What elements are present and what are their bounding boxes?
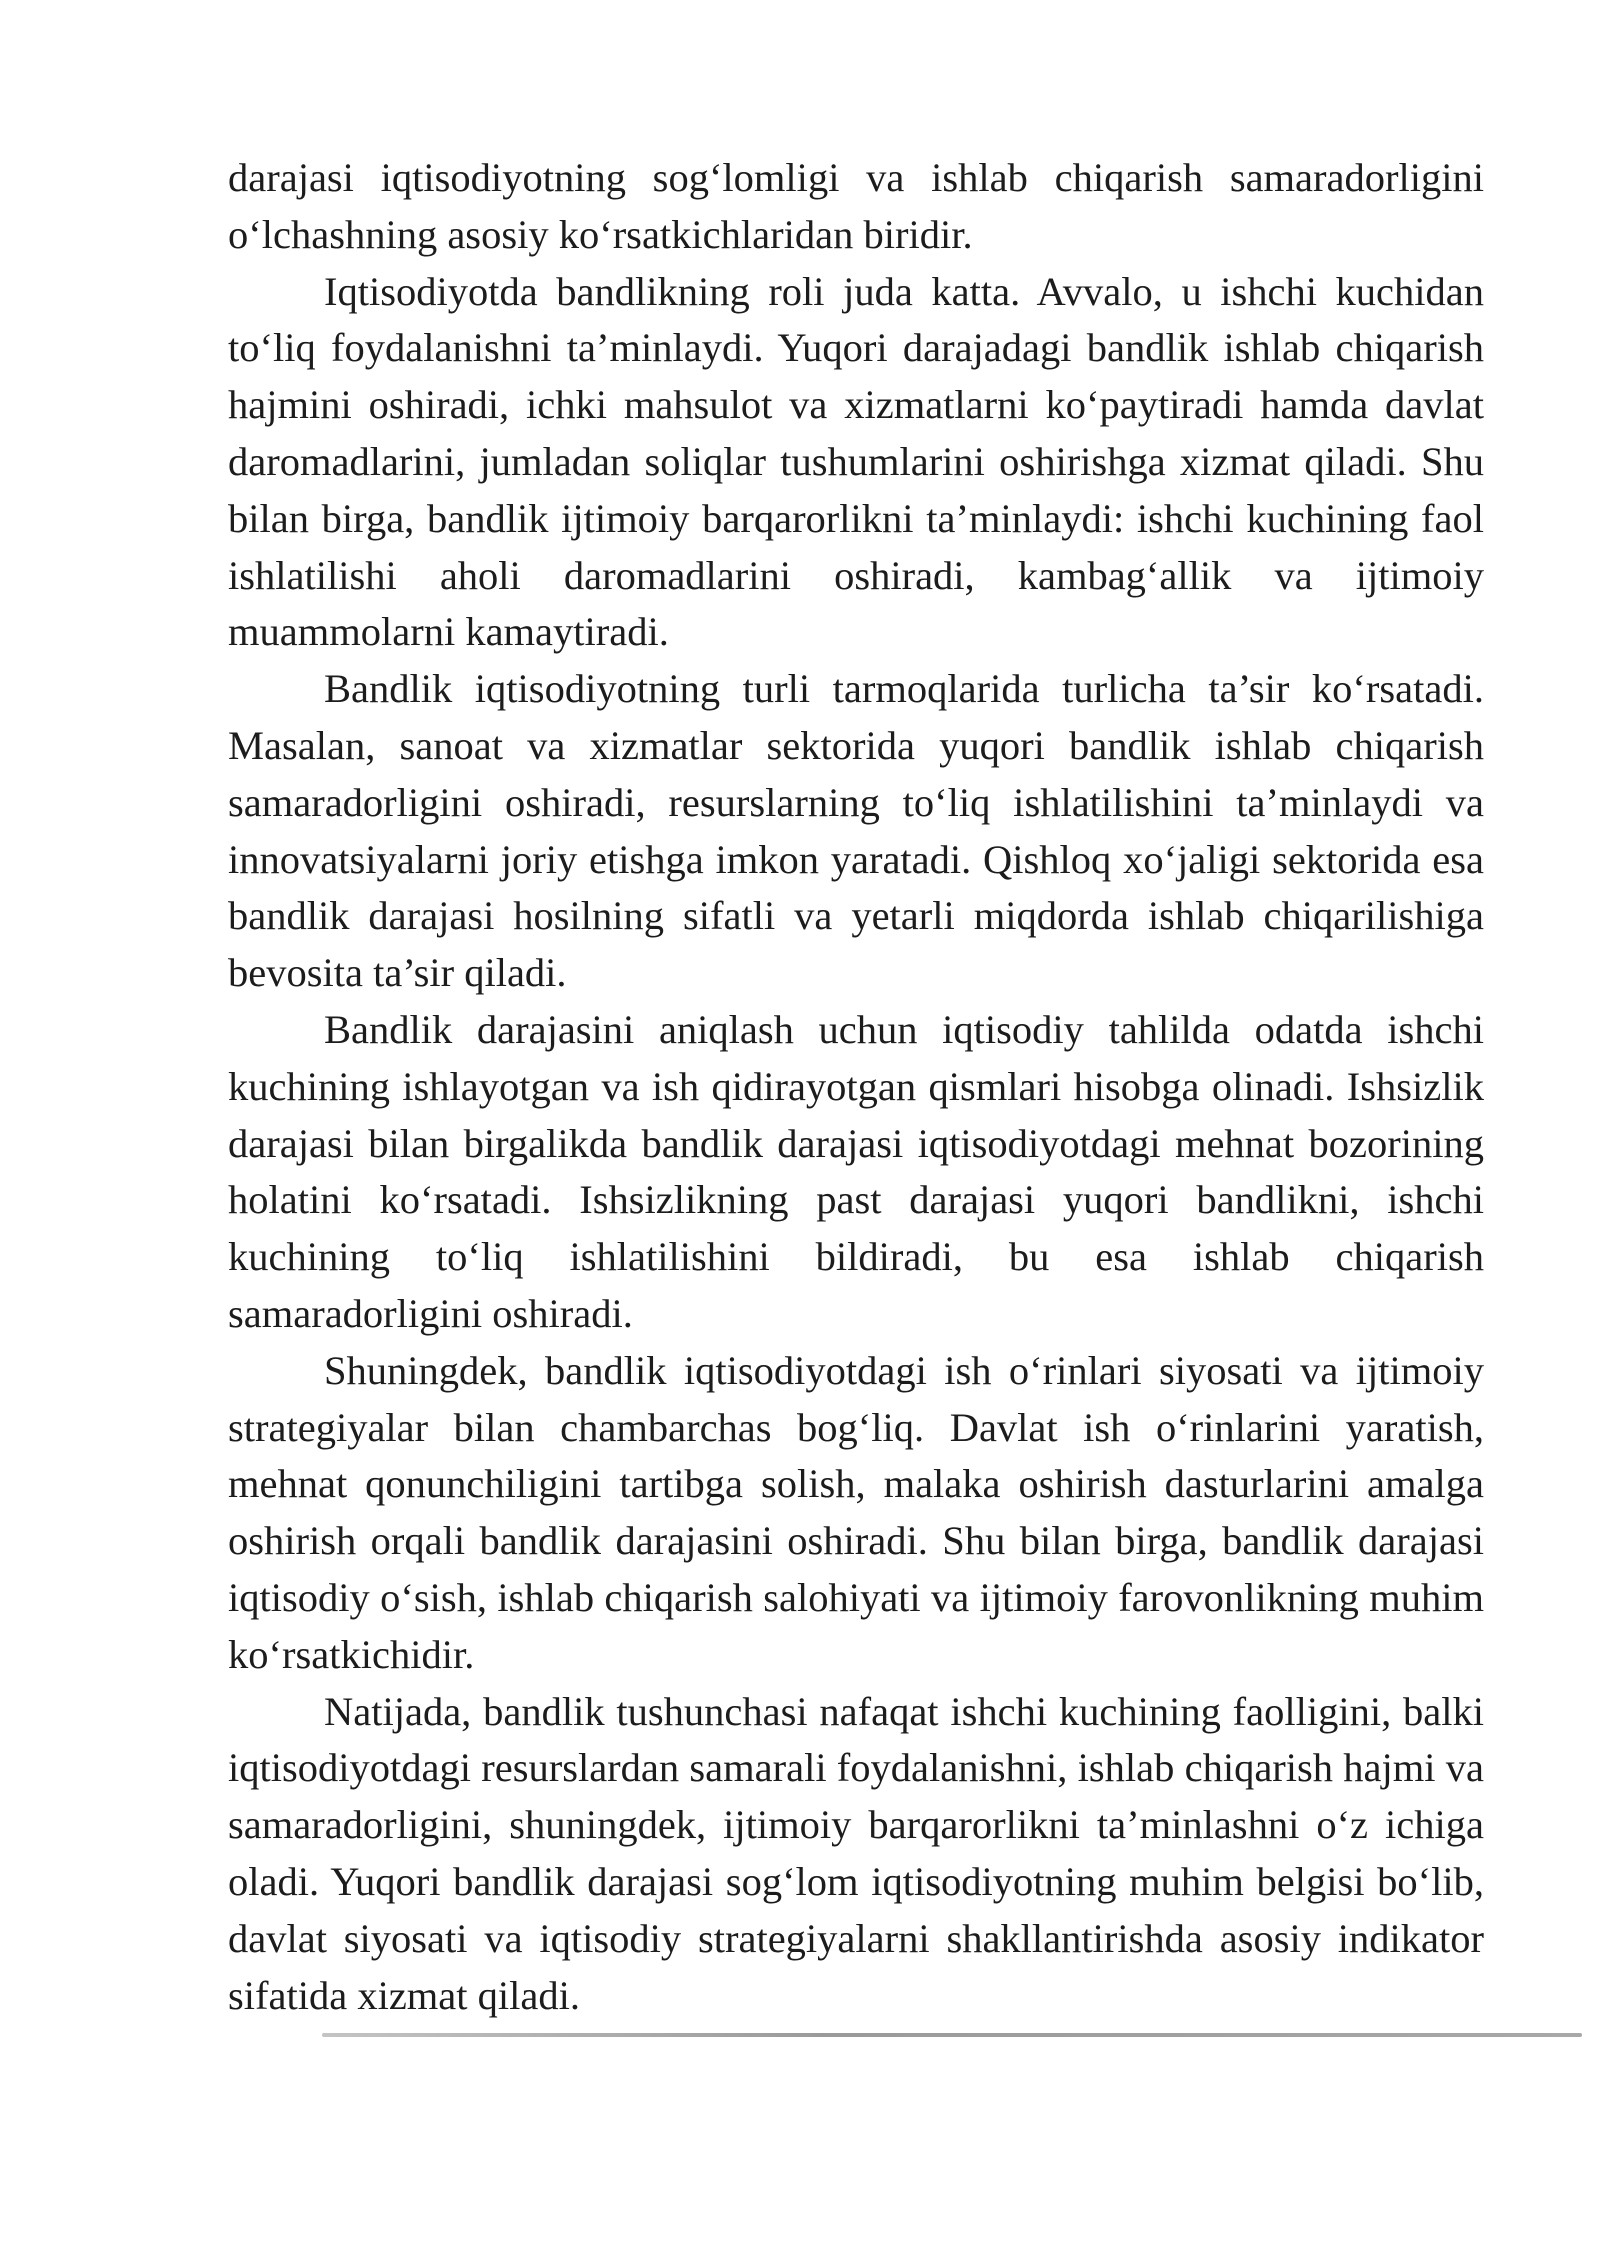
paragraph-conclusion: Natijada, bandlik tushunchasi nafaqat ishchi kuchining faolligini, balki iqtisodiyotdagi resurslardan samarali foydalanishni, ishlab chiqarish hajmi va samaradorligini, shuningdek, ijtimoiy barqarorlikni ta’minlashni o‘z ichiga oladi. Yuqori bandlik darajasi sog‘lom iqtisodiyotning muhim belgisi bo‘lib, davlat siyosati va iqtisodiy strategiyalarni shakllantirishda asosiy indikator sifatida xizmat qiladi. bbox=[228, 1688, 1484, 2018]
paragraph-role-of-employment: Iqtisodiyotda bandlikning roli juda katta. Avvalo, u ishchi kuchidan to‘liq foydalanishni ta’minlaydi. Yuqori darajadagi bandlik ishlab chiqarish hajmini oshiradi, ichki mahsulot va xizmatlarni ko‘paytiradi hamda davlat daromadlarini, jumladan soliqlar tushumlarini oshirishga xizmat qiladi. Shu bilan birga, bandlik ijtimoiy barqarorlikni ta’minlaydi: ishchi kuchining faol ishlatilishi aholi daromadlarini oshiradi, kambag‘allik va ijtimoiy muammolarni kamaytiradi. bbox=[228, 268, 1484, 655]
paragraph-policy-link: Shuningdek, bandlik iqtisodiyotdagi ish o‘rinlari siyosati va ijtimoiy strategiyalar bilan chambarchas bog‘liq. Davlat ish o‘rinlarini yaratish, mehnat qonunchiligini tartibga solish, malaka oshirish dasturlarini amalga oshirish orqali bandlik darajasini oshiradi. Shu bilan birga, bandlik darajasi iqtisodiy o‘sish, ishlab chiqarish salohiyati va ijtimoiy farovonlikning muhim ko‘rsatkichidir. bbox=[228, 1347, 1484, 1677]
bottom-divider bbox=[322, 2033, 1582, 2037]
body-text bbox=[228, 150, 1484, 2024]
paragraph-measuring-employment: Bandlik darajasini aniqlash uchun iqtisodiy tahlilda odatda ishchi kuchining ishlayotgan va ish qidirayotgan qismlari hisobga olinadi. Ishsizlik darajasi bilan birgalikda bandlik darajasi iqtisodiyotdagi mehnat bozorining holatini ko‘rsatadi. Ishsizlikning past darajasi yuqori bandlikni, ishchi kuchining to‘liq ishlatilishini bildiradi, bu esa ishlab chiqarish samaradorligini oshiradi. bbox=[228, 1006, 1484, 1336]
paragraph-continuation: darajasi iqtisodiyotning sog‘lomligi va ishlab chiqarish samaradorligini o‘lchashning asosiy ko‘rsatkichlaridan biridir. bbox=[228, 155, 1484, 257]
paragraph-sector-impact: Bandlik iqtisodiyotning turli tarmoqlarida turlicha ta’sir ko‘rsatadi. Masalan, sanoat va xizmatlar sektorida yuqori bandlik ishlab chiqarish samaradorligini oshiradi, resurslarning to‘liq ishlatilishini ta’minlaydi va innovatsiyalarni joriy etishga imkon yaratadi. Qishloq xo‘jaligi sektorida esa bandlik darajasi hosilning sifatli va yetarli miqdorda ishlab chiqarilishiga bevosita ta’sir qiladi. bbox=[228, 666, 1484, 996]
